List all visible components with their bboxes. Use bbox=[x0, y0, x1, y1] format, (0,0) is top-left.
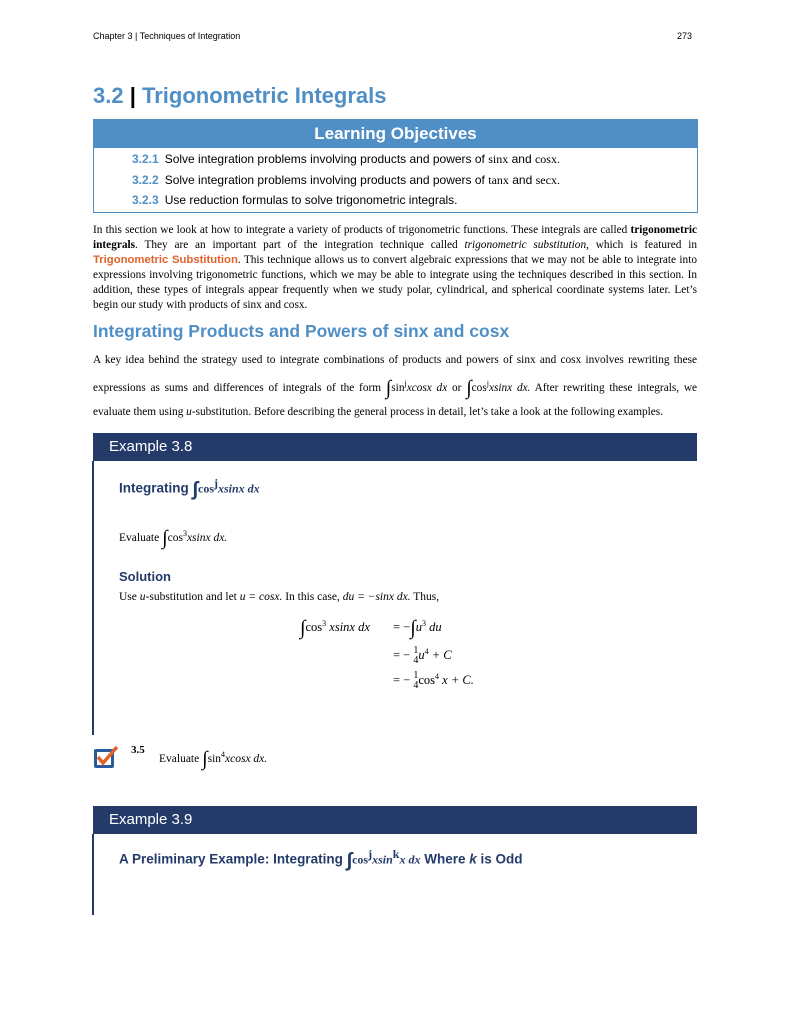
math: sinx bbox=[488, 152, 509, 166]
math: xcosx dx. bbox=[225, 753, 268, 765]
equation-rhs bbox=[393, 646, 452, 666]
math: xcosx dx bbox=[406, 381, 448, 394]
numerator: 1 bbox=[413, 645, 419, 656]
text: Evaluate bbox=[119, 532, 160, 544]
math: cos bbox=[352, 852, 369, 867]
term: trigonometric substitution bbox=[464, 239, 587, 251]
math: = − bbox=[393, 620, 411, 634]
math: cos bbox=[167, 532, 183, 544]
learning-objectives-heading: Learning Objectives bbox=[94, 120, 697, 148]
math: secx. bbox=[535, 173, 560, 187]
math: cos bbox=[418, 673, 436, 687]
text: -substitution. Before describing the general process in detail, let’s take a look at the following examples. bbox=[191, 405, 664, 418]
math: 3 bbox=[182, 529, 187, 539]
integral-sign: ∫ bbox=[192, 478, 198, 501]
objective-text: and bbox=[512, 173, 533, 187]
math: cos bbox=[471, 381, 487, 394]
math: tanx bbox=[488, 173, 509, 187]
section-title bbox=[93, 83, 387, 109]
integral-sign: ∫ bbox=[466, 376, 472, 399]
text: Thus, bbox=[413, 591, 440, 603]
math: sinx bbox=[516, 354, 536, 366]
math: 4 bbox=[221, 750, 226, 760]
text: , which is featured in bbox=[586, 239, 697, 251]
math: 4 bbox=[424, 646, 429, 656]
integral-sign: ∫ bbox=[385, 376, 392, 399]
text: and bbox=[261, 299, 284, 311]
numerator: 1 bbox=[413, 670, 419, 681]
learning-objectives-box bbox=[93, 119, 698, 213]
separator: | bbox=[129, 83, 136, 108]
objective-item bbox=[132, 152, 560, 167]
math: xsin bbox=[372, 852, 393, 867]
objective-text: Solve integration problems involving products and powers of bbox=[164, 152, 485, 166]
intro-paragraph bbox=[93, 223, 697, 313]
section-title-text: Trigonometric Integrals bbox=[142, 83, 387, 108]
math: = − bbox=[393, 648, 411, 662]
math: k bbox=[392, 847, 400, 861]
solution-text bbox=[119, 591, 439, 603]
math: j bbox=[368, 847, 373, 861]
text: Where bbox=[424, 851, 466, 867]
math: sinx bbox=[242, 299, 262, 311]
integral-sign: ∫ bbox=[162, 527, 168, 549]
integral-sign: ∫ bbox=[410, 617, 416, 639]
text: In this section we look at how to integrate a variety of products of trigonometric functions. These integrals are called bbox=[93, 224, 631, 236]
text: A Preliminary Example: Integrating bbox=[119, 851, 343, 867]
trig-substitution-link[interactable]: Trigonometric Substitution bbox=[93, 254, 238, 266]
text: Evaluate bbox=[159, 753, 200, 765]
math: xsinx dx. bbox=[186, 532, 228, 544]
math: du = −sinx dx. bbox=[342, 591, 411, 603]
text: After rewriting these integrals, we evaluate them using bbox=[93, 381, 698, 418]
example-border bbox=[92, 834, 94, 915]
objective-number: 3.2.1 bbox=[132, 152, 159, 166]
math: u bbox=[186, 405, 192, 418]
text: A key idea behind the strategy used to integrate combinations of products and powers of bbox=[93, 354, 517, 366]
math: cos bbox=[198, 481, 214, 496]
text: In this case, bbox=[285, 591, 340, 603]
example-heading bbox=[119, 847, 523, 873]
math: sin bbox=[391, 381, 405, 394]
objective-text: and bbox=[511, 152, 532, 166]
math: k bbox=[469, 851, 477, 867]
text: Use bbox=[119, 591, 137, 603]
text: . This technique allows us to convert algebraic expressions that we may not be able to integrate into expressions involving trigonometric functions, which we may be able to integrate using the techniques described in this section. In addition, these types of integrals appear frequently when we study polar, cylindrical, and spherical coordinate systems later. Let’s begin our study with products of bbox=[93, 254, 697, 311]
math: x + C. bbox=[442, 673, 474, 687]
text: involves rewriting these expressions as sums and differences of integrals of the form bbox=[93, 354, 697, 394]
subsection-heading: Integrating Products and Powers of sinx and cosx bbox=[93, 321, 510, 341]
objective-number: 3.2.2 bbox=[132, 173, 159, 187]
math: + C bbox=[431, 648, 452, 662]
checkpoint-prompt bbox=[159, 748, 267, 771]
text: is Odd bbox=[480, 851, 523, 867]
denominator: 4 bbox=[413, 655, 419, 666]
math: 3 bbox=[421, 618, 426, 628]
example-border bbox=[92, 461, 94, 735]
denominator: 4 bbox=[413, 680, 419, 691]
page-number: 273 bbox=[677, 31, 693, 41]
solution-heading: Solution bbox=[119, 569, 171, 584]
example-3-8-header: Example 3.8 bbox=[93, 433, 697, 461]
text: or bbox=[447, 381, 467, 394]
math: u bbox=[415, 620, 422, 634]
math: u bbox=[418, 648, 425, 662]
objective-text: Solve integration problems involving products and powers of bbox=[164, 173, 485, 187]
paragraph bbox=[93, 348, 697, 424]
text: . They are an important part of the integration technique called bbox=[135, 239, 465, 251]
math: u = cosx. bbox=[239, 591, 283, 603]
math: j bbox=[486, 379, 489, 388]
math: du bbox=[429, 620, 442, 634]
math: xsinx dx bbox=[329, 620, 370, 634]
math: cosx. bbox=[534, 152, 560, 166]
objective-number: 3.2.3 bbox=[132, 193, 159, 207]
math: sin bbox=[207, 753, 222, 765]
checkpoint-number: 3.5 bbox=[131, 744, 145, 756]
running-header: Chapter 3 | Techniques of Integration bbox=[93, 31, 241, 41]
objective-text: Use reduction formulas to solve trigonometric integrals. bbox=[164, 193, 458, 207]
math: j bbox=[404, 379, 407, 388]
equation-rhs bbox=[393, 671, 474, 691]
objective-item bbox=[132, 173, 560, 188]
section-number: 3.2 bbox=[93, 83, 124, 108]
term: trigonometric integrals bbox=[93, 224, 697, 251]
math: u bbox=[139, 591, 146, 603]
math: 4 bbox=[435, 671, 440, 681]
math: j bbox=[214, 476, 218, 490]
integral-sign: ∫ bbox=[202, 748, 208, 770]
math: xsinx dx bbox=[218, 481, 260, 496]
math: cos bbox=[305, 620, 323, 634]
text: and bbox=[535, 354, 561, 366]
math: cosx. bbox=[283, 299, 308, 311]
objective-item bbox=[132, 193, 458, 207]
example-heading bbox=[119, 476, 260, 502]
equation-line bbox=[300, 617, 370, 640]
integral-sign: ∫ bbox=[300, 617, 306, 639]
checkpoint-icon bbox=[93, 744, 119, 770]
math: x dx bbox=[399, 852, 421, 867]
math: cosx bbox=[560, 354, 582, 366]
math: = − bbox=[393, 673, 411, 687]
equation-rhs bbox=[393, 617, 442, 640]
text: Integrating bbox=[119, 480, 189, 496]
integral-sign: ∫ bbox=[346, 849, 353, 872]
example-3-9-header: Example 3.9 bbox=[93, 806, 697, 834]
text: -substitution and let bbox=[145, 591, 237, 603]
math: xsinx dx. bbox=[488, 381, 531, 394]
math: 3 bbox=[322, 618, 327, 628]
example-prompt bbox=[119, 527, 227, 550]
